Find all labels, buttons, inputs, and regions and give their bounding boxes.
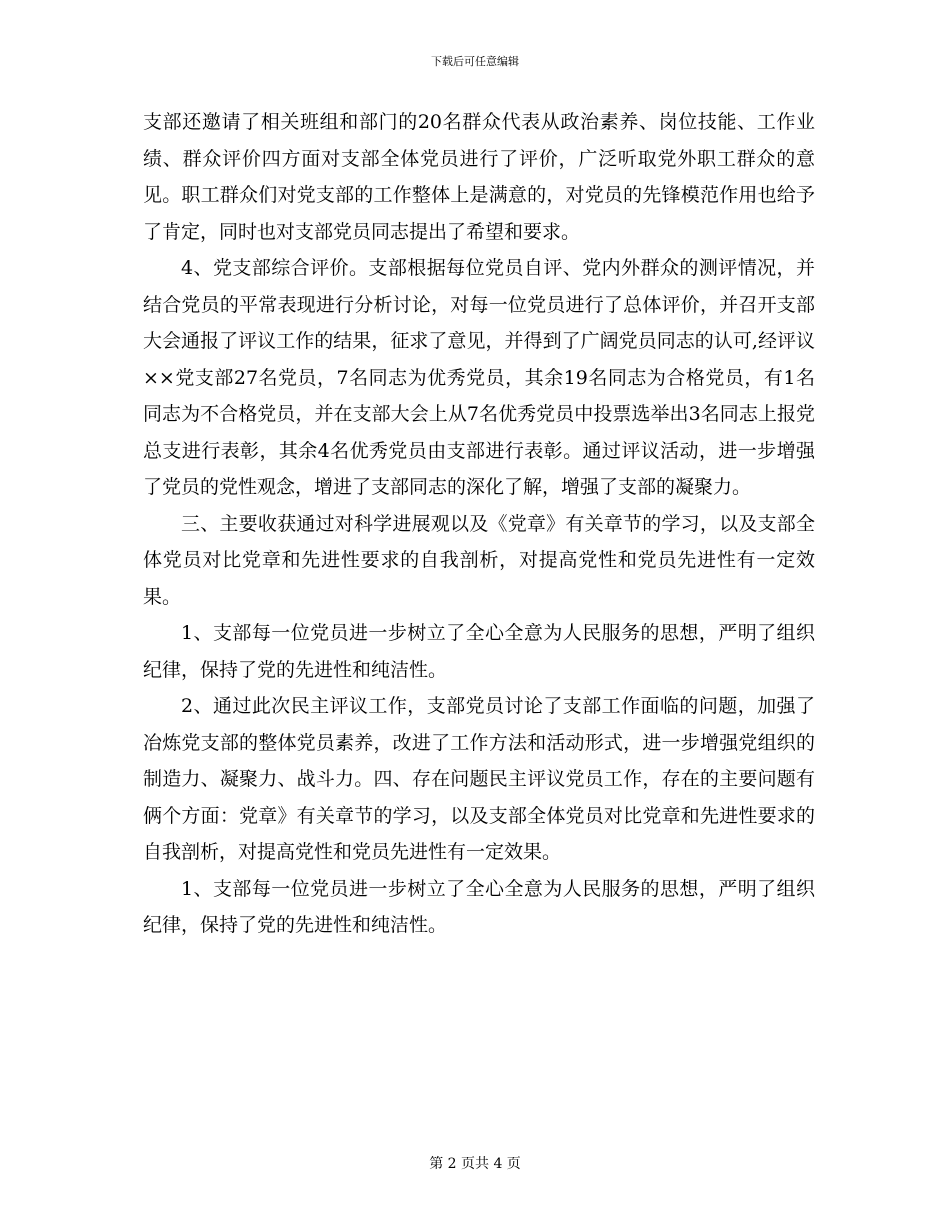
paragraph-comprehensive-evaluation: 4、党支部综合评价。支部根据每位党员自评、党内外群众的测评情况，并结合党员的平常表现进行分析讨论，对每一位党员进行了总体评价，并召开支部大会通报了评议工作的结果，征求了意见，并得到了广阔党员同志的认可,经评议××党支部27名党员，7名同志为优秀党员，其余19名同志为合格党员，有1名同志为不合格党员，并在支部大会上从7名优秀党员中投票选举出3名同志上报党总支进行表彰，其余4名优秀党员由支部进行表彰。通过评议活动，进一步增强了党员的党性观念，增进了支部同志的深化了解，增强了支部的凝聚力。 <box>143 257 815 498</box>
paragraph-gain-2: 2、通过此次民主评议工作，支部党员讨论了支部工作面临的问题，加强了冶炼党支部的整体党员素养，改进了工作方法和活动形式，进一步增强党组织的制造力、凝聚力、战斗力。四、存在问题民主评议党员工作，存在的主要问题有俩个方面：党章》有关章节的学习，以及支部全体党员对比党章和先进性要求的自我剖析，对提高党性和党员先进性有一定效果。 <box>143 695 815 863</box>
paragraph-gain-1: 1、支部每一位党员进一步树立了全心全意为人民服务的思想，严明了组织纪律，保持了党的先进性和纯洁性。 <box>143 622 815 681</box>
paragraph-main-gains: 三、主要收获通过对科学进展观以及《党章》有关章节的学习，以及支部全体党员对比党章和先进性要求的自我剖析，对提高党性和党员先进性有一定效果。 <box>143 512 815 608</box>
page-header: 下载后可任意编辑 <box>431 55 519 68</box>
page-number: 第 2 页共 4 页 <box>429 1156 521 1172</box>
paragraph-gain-1-repeat: 1、支部每一位党员进一步树立了全心全意为人民服务的思想，严明了组织纪律，保持了党的先进性和纯洁性。 <box>143 877 815 936</box>
document-body <box>143 104 815 944</box>
paragraph-feedback: 支部还邀请了相关班组和部门的20名群众代表从政治素养、岗位技能、工作业绩、群众评价四方面对支部全体党员进行了评价，广泛听取党外职工群众的意见。职工群众们对党支部的工作整体上是满意的，对党员的先锋模范作用也给予了肯定，同时也对支部党员同志提出了希望和要求。 <box>143 111 815 243</box>
